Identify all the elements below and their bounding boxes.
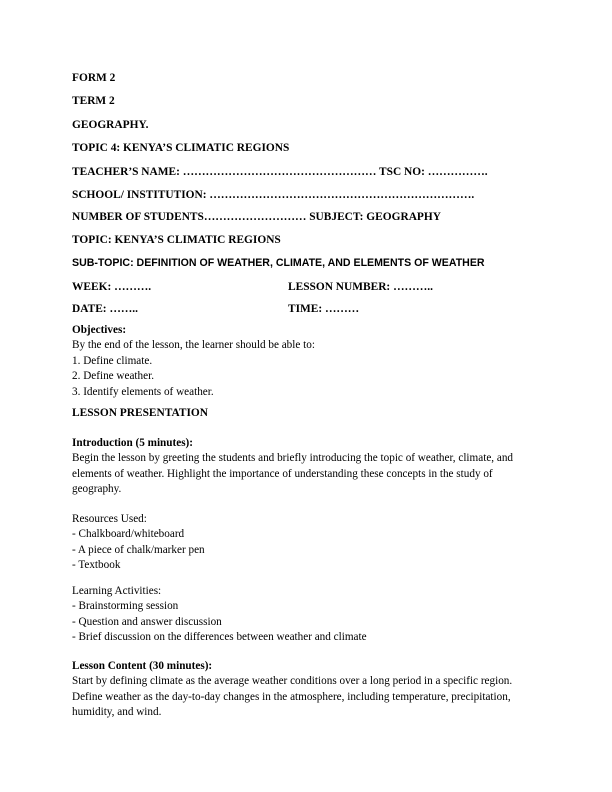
presentation-heading: LESSON PRESENTATION	[72, 407, 208, 419]
date-row	[72, 303, 542, 316]
introduction-text: Begin the lesson by greeting the students and briefly introducing the topic of weather, climate, and elements of weather. Highlight the importance of understanding these concepts in the study of geography.	[72, 452, 514, 496]
resources-section	[72, 512, 542, 574]
teacher-line: TEACHER’S NAME: …………………………………………… TSC NO: …………….	[72, 166, 488, 178]
subtopic-line: SUB-TOPIC: DEFINITION OF WEATHER, CLIMATE, AND ELEMENTS OF WEATHER	[72, 257, 485, 269]
activity-item: - Brief discussion on the differences between weather and climate	[72, 631, 367, 644]
students-line: NUMBER OF STUDENTS……………………… SUBJECT: GEOGRAPHY	[72, 211, 441, 223]
time-field: TIME: ………	[288, 303, 360, 315]
lesson-number-field: LESSON NUMBER: ………..	[288, 281, 433, 293]
resource-item: - Textbook	[72, 559, 121, 572]
week-row	[72, 281, 542, 294]
resource-item: - Chalkboard/whiteboard	[72, 528, 185, 541]
activities-heading: Learning Activities:	[72, 585, 162, 597]
topic-line: TOPIC 4: KENYA’S CLIMATIC REGIONS	[72, 142, 290, 154]
content-heading: Lesson Content (30 minutes):	[72, 660, 213, 672]
term-line: TERM 2	[72, 95, 115, 107]
activities-section	[72, 584, 542, 646]
school-line: SCHOOL/ INSTITUTION: …………………………………………………………….	[72, 189, 475, 201]
objectives-intro: By the end of the lesson, the learner should be able to:	[72, 339, 315, 352]
activity-item: - Question and answer discussion	[72, 615, 222, 628]
form-line: FORM 2	[72, 72, 116, 84]
content-text: Start by defining climate as the average weather conditions over a long period in a specific region. Define weather as the day-to-day changes in the atmosphere, including temperature, precipitation, humidity, and wind.	[72, 675, 513, 719]
content-section	[72, 659, 542, 721]
activity-item: - Brainstorming session	[72, 600, 179, 613]
objective-item: 3. Identify elements of weather.	[72, 385, 214, 398]
objectives-heading: Objectives:	[72, 324, 127, 336]
introduction-section	[72, 436, 542, 498]
objective-item: 2. Define weather.	[72, 370, 155, 383]
subject-line: GEOGRAPHY.	[72, 119, 149, 131]
introduction-heading: Introduction (5 minutes):	[72, 437, 193, 449]
week-field: WEEK: ……….	[72, 281, 152, 293]
date-field: DATE: ……..	[72, 303, 138, 315]
resources-heading: Resources Used:	[72, 513, 147, 525]
objective-item: 1. Define climate.	[72, 354, 153, 367]
topic2-line: TOPIC: KENYA’S CLIMATIC REGIONS	[72, 234, 281, 246]
resource-item: - A piece of chalk/marker pen	[72, 543, 205, 556]
objectives-section	[72, 323, 542, 400]
